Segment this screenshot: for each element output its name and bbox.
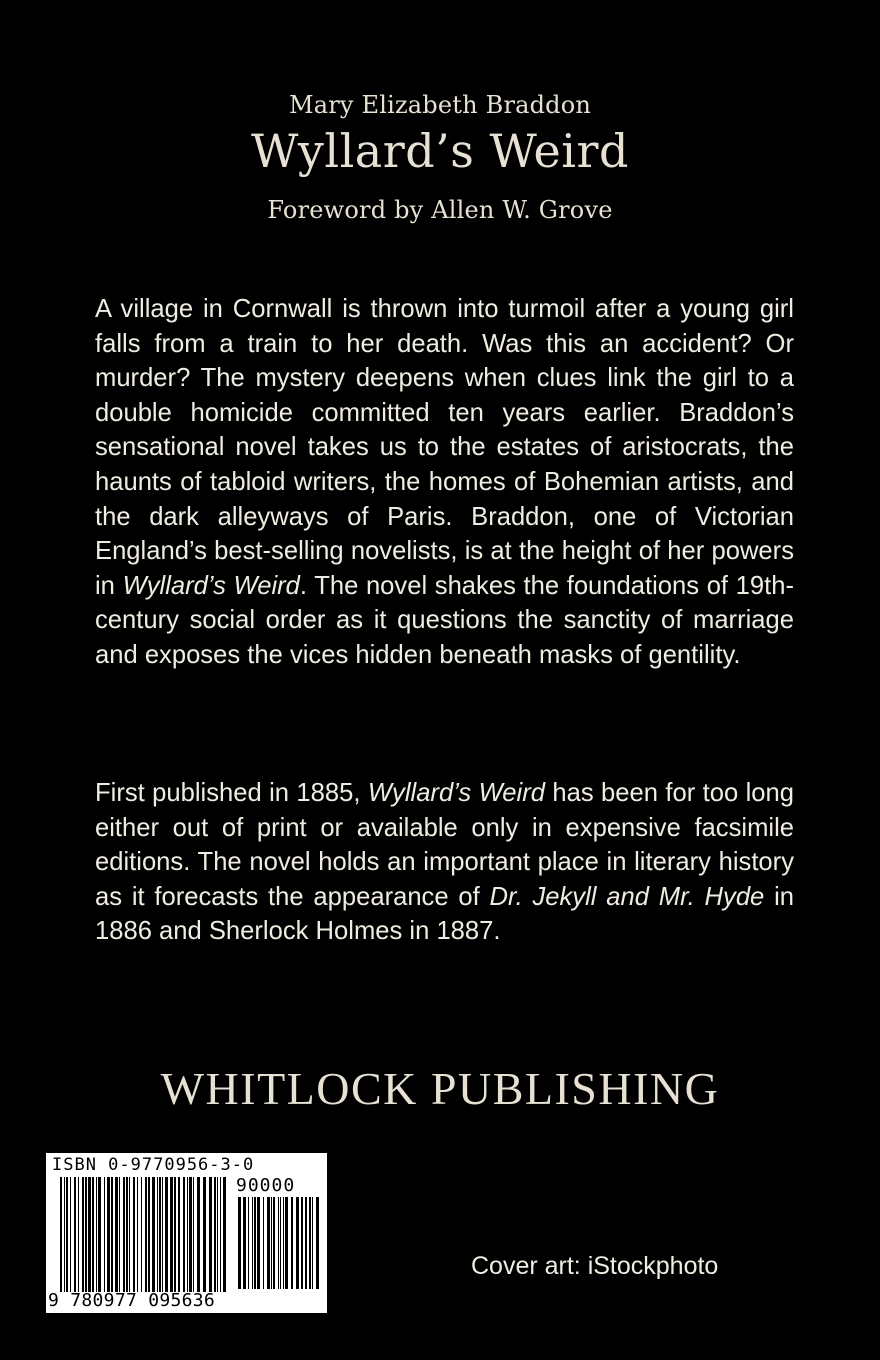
isbn-number: ISBN 0-9770956-3-0 (52, 1155, 255, 1175)
text-run: A village in Cornwall is thrown into turmoil after a young girl falls from a train to her death. Was this an accident? Or murder? The mystery deepens when clues link the girl to a double homicide committed ten years earlier. Braddon’s sensational novel takes us to the estates of aristocrats, the haunts of tabloid writers, the homes of Bohemian artists, and the dark alleyways of Paris. Braddon, one of Victorian England’s best-selling novelists, is at the height of her powers in (95, 295, 794, 600)
barcode-bar (291, 1197, 293, 1289)
publisher-name: WHITLOCK PUBLISHING (160, 1063, 720, 1114)
author-name: Mary Elizabeth Braddon (288, 91, 592, 119)
barcode-bar (92, 1177, 94, 1292)
text-run: . The novel shakes the foundations of 19th-century social order as it questions the sanctity of marriage and exposes the vices hidden beneath masks of gentility. (95, 571, 795, 669)
addon-barcode-bars-icon (238, 1197, 322, 1289)
barcode-bar (243, 1197, 246, 1289)
barcode-bar (193, 1177, 194, 1292)
barcode-bar (133, 1177, 135, 1292)
barcode-bar (203, 1177, 206, 1292)
barcode-bar (162, 1177, 163, 1292)
barcode-bar (209, 1177, 212, 1292)
barcode-bar (119, 1177, 120, 1292)
foreword-credit: Foreword by Allen W. Grove (267, 196, 613, 224)
barcode-bar (74, 1177, 76, 1292)
isbn-barcode (46, 1153, 327, 1313)
barcode-bar (126, 1177, 128, 1292)
price-code: 90000 (236, 1175, 296, 1196)
barcode-bar (309, 1197, 311, 1289)
cover-art-credit: Cover art: iStockphoto (471, 1252, 719, 1280)
barcode-bar (137, 1177, 138, 1292)
barcode-bar (85, 1177, 87, 1292)
barcode-bar (66, 1177, 68, 1292)
barcode-bar (316, 1197, 319, 1289)
barcode-bar (283, 1197, 284, 1289)
barcode-bar (296, 1197, 299, 1289)
barcode-bar (214, 1177, 216, 1292)
blurb-paragraph-1 (95, 292, 794, 673)
barcode-bar (248, 1197, 249, 1289)
barcode-bar (148, 1177, 150, 1292)
barcode-bar (278, 1197, 279, 1289)
italic-title-run: Wyllard’s Weird (367, 779, 545, 807)
barcode-bar (238, 1197, 241, 1289)
barcode-bar (217, 1177, 218, 1292)
barcode-bar (312, 1197, 313, 1289)
italic-title-run: Wyllard’s Weird (122, 571, 300, 600)
barcode-bar (107, 1177, 110, 1292)
barcode-bar (183, 1177, 185, 1292)
barcode-bar (88, 1177, 91, 1292)
barcode-bar (78, 1177, 79, 1292)
ean-digits: 9 780977 095636 (48, 1290, 216, 1311)
barcode-bar (111, 1177, 113, 1292)
barcode-bar (187, 1177, 188, 1292)
italic-title-run: Dr. Jekyll and Mr. Hyde (489, 882, 765, 911)
barcode-bar (82, 1177, 84, 1292)
barcode-bar (280, 1197, 281, 1289)
barcode-bar (285, 1197, 288, 1289)
barcode-bar (170, 1177, 173, 1292)
barcode-bar (263, 1197, 264, 1289)
barcode-bars-icon (60, 1177, 228, 1292)
barcode-bar (145, 1177, 147, 1292)
barcode-bar (129, 1177, 130, 1292)
barcode-bar (178, 1177, 180, 1292)
blurb-paragraph-2 (95, 776, 794, 949)
barcode-bar (152, 1177, 155, 1292)
barcode-bar (252, 1197, 253, 1289)
barcode-bar (254, 1197, 256, 1289)
barcode-bar (223, 1177, 226, 1292)
barcode-bar (159, 1177, 161, 1292)
barcode-bar (115, 1177, 118, 1292)
barcode-bar (267, 1197, 270, 1289)
barcode-bar (64, 1177, 65, 1292)
barcode-bar (257, 1197, 260, 1289)
book-title: Wyllard’s Weird (251, 124, 629, 178)
barcode-bar (189, 1177, 192, 1292)
barcode-bar (220, 1177, 221, 1292)
barcode-bar (305, 1197, 307, 1289)
barcode-bar (141, 1177, 142, 1292)
text-run: in 1886 and Sherlock Holmes in 1887. (95, 882, 795, 946)
barcode-bar (60, 1177, 62, 1292)
barcode-bar (70, 1177, 71, 1292)
barcode-bar (271, 1197, 272, 1289)
barcode-bar (123, 1177, 125, 1292)
text-run: First published in 1885, (95, 779, 368, 807)
barcode-bar (157, 1177, 158, 1292)
barcode-bar (96, 1177, 97, 1292)
barcode-bar (165, 1177, 168, 1292)
text-run: has been for too long either out of print or available only in expensive facsimile editions. The novel holds an important place in literary history as it forecasts the appearance of (95, 779, 794, 911)
barcode-bar (273, 1197, 275, 1289)
barcode-bar (301, 1197, 303, 1289)
barcode-bar (98, 1177, 101, 1292)
barcode-bar (174, 1177, 176, 1292)
barcode-bar (197, 1177, 200, 1292)
barcode-bar (104, 1177, 105, 1292)
